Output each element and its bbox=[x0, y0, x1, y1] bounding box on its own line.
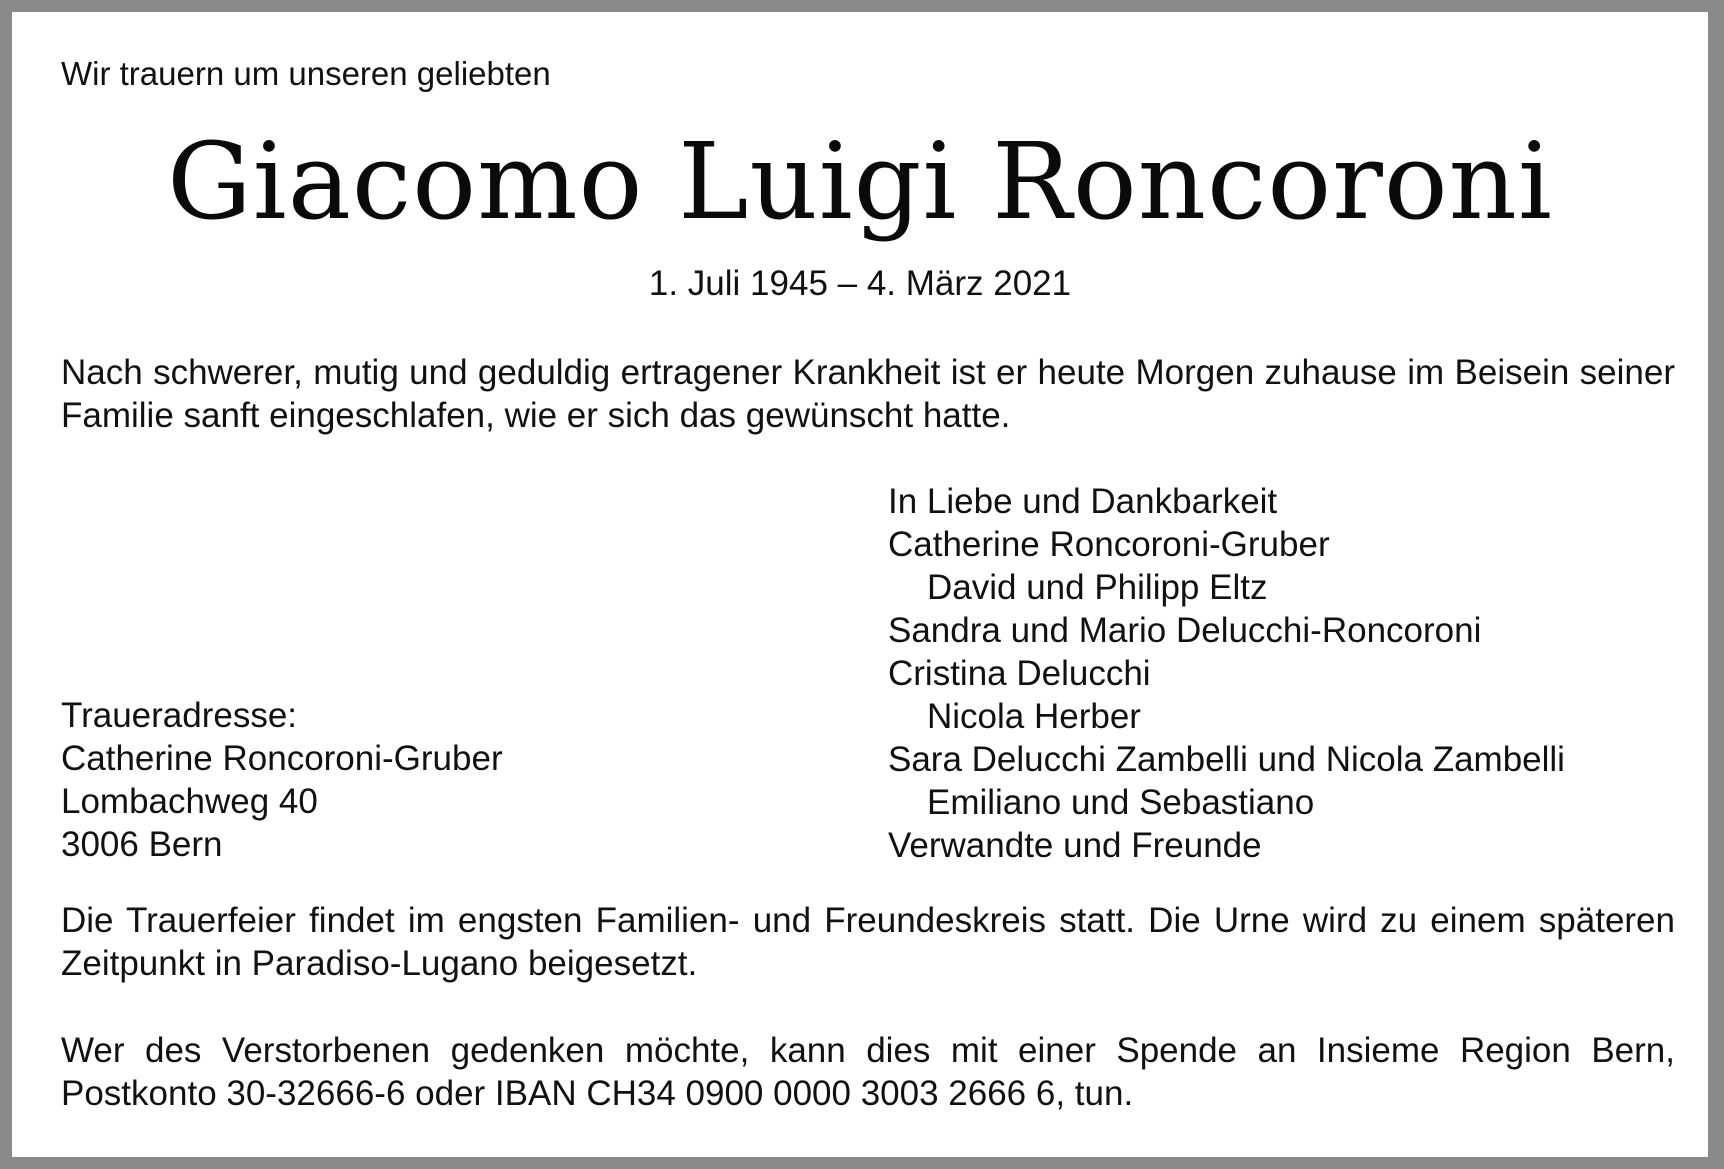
address-city: 3006 Bern bbox=[61, 825, 223, 864]
deceased-name: Giacomo Luigi Roncoroni bbox=[167, 120, 1553, 243]
address-street: Lombachweg 40 bbox=[61, 782, 318, 821]
address-label: Traueradresse: bbox=[61, 696, 298, 735]
donation-text: Wer des Verstorbenen gedenken möchte, kann dies mit einer Spende an Insieme Region Bern, Postkonto 30-32666-6 oder IBAN CH34 0900 0000 3003 2666 6, tun. bbox=[61, 1031, 1675, 1113]
signature-line: Sara Delucchi Zambelli und Nicola Zambelli bbox=[888, 740, 1565, 779]
ceremony-paragraph bbox=[61, 899, 1675, 985]
address-name: Catherine Roncoroni-Gruber bbox=[61, 739, 503, 778]
mourning-address bbox=[61, 694, 503, 866]
family-signatures bbox=[888, 480, 1565, 867]
signature-line: Verwandte und Freunde bbox=[888, 826, 1262, 865]
announcement-paragraph bbox=[61, 351, 1675, 437]
life-dates: 1. Juli 1945 – 4. März 2021 bbox=[648, 264, 1072, 303]
signature-line: Emiliano und Sebastiano bbox=[927, 783, 1315, 822]
signature-line: In Liebe und Dankbarkeit bbox=[888, 482, 1278, 521]
donation-paragraph bbox=[61, 1029, 1675, 1115]
signature-line: Cristina Delucchi bbox=[888, 654, 1151, 693]
intro-text: Wir trauern um unseren geliebten bbox=[61, 55, 551, 92]
signature-line: Catherine Roncoroni-Gruber bbox=[888, 525, 1330, 564]
signature-line: Sandra und Mario Delucchi-Roncoroni bbox=[888, 611, 1482, 650]
announcement-text: Nach schwerer, mutig und geduldig ertragener Krankheit ist er heute Morgen zuhause im Beisein seiner Familie sanft eingeschlafen, wie er sich das gewünscht hatte. bbox=[61, 353, 1675, 435]
obituary-page bbox=[12, 12, 1708, 1157]
signature-line: David und Philipp Eltz bbox=[927, 568, 1268, 607]
signature-line: Nicola Herber bbox=[927, 697, 1141, 736]
ceremony-text: Die Trauerfeier findet im engsten Familien- und Freundeskreis statt. Die Urne wird zu einem späteren Zeitpunkt in Paradiso-Lugano beigesetzt. bbox=[61, 901, 1675, 983]
